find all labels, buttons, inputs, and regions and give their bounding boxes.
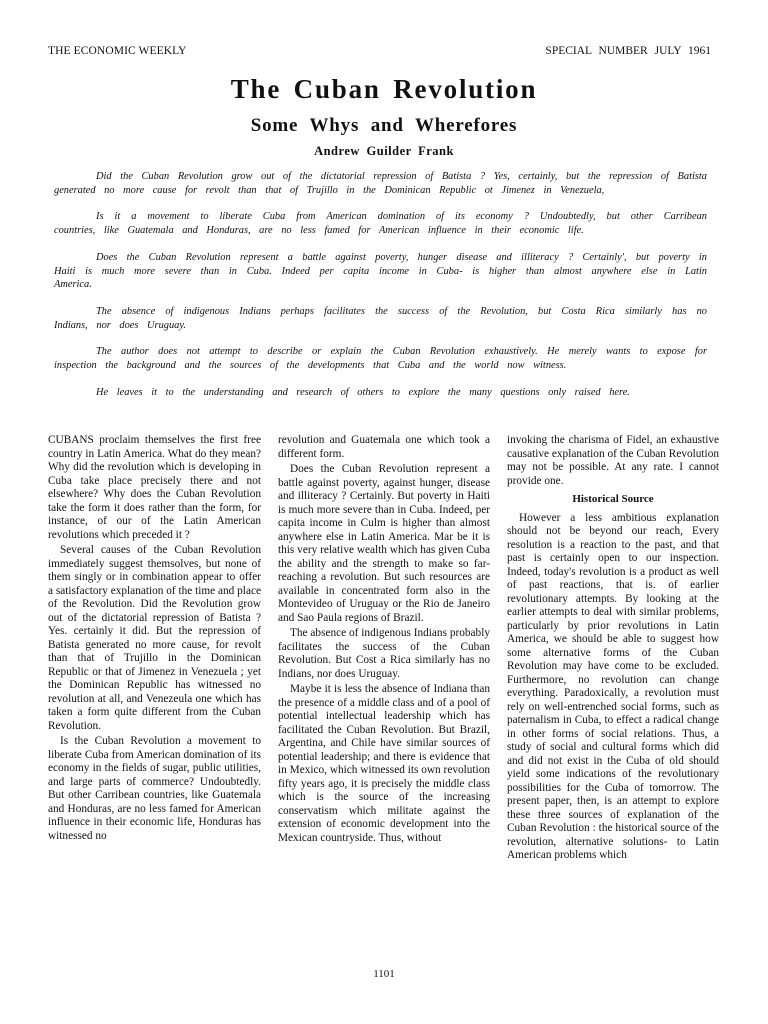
section-heading: Historical Source [572, 493, 654, 505]
intro-summary [54, 170, 707, 412]
article-author: Andrew Guilder Frank [314, 144, 454, 158]
intro-paragraph: Does the Cuban Revolution represent a battle against poverty, hunger disease and illiteracy ? Certainly', but poverty in Haiti is much more severe than in Cuba. Indeed per capita income in Cuba- is higher than almost anywhere else in Latin America. [54, 251, 707, 291]
body-column-1 [48, 434, 261, 845]
intro-paragraph: Did the Cuban Revolution grow out of the dictatorial repression of Batista ? Yes, certainly, but the repression of Batista generated no more cause for revolt than that of Trujillo in the Dominican Republic ot Jimenez in Venezuela, [54, 171, 707, 196]
body-paragraph: The absence of indigenous Indians probably facilitates the success of the Cuban Revolution. But Cost a Rica similarly has no Indians, nor does Uruguay. [278, 627, 490, 680]
running-header-publication: THE ECONOMIC WEEKLY [48, 45, 187, 57]
body-paragraph: revolution and Guatemala one which took a different form. [278, 434, 490, 460]
article-subtitle: Some Whys and Wherefores [250, 115, 518, 136]
running-header-issue: SPECIAL NUMBER JULY 1961 [545, 45, 711, 57]
intro-paragraph: The absence of indigenous Indians perhaps facilitates the success of the Revolution, but Costa Rica similarly has no Indians, nor does Uruguay. [54, 305, 707, 331]
page-number: 1101 [373, 968, 395, 980]
article-title: The Cuban Revolution [230, 74, 538, 104]
body-paragraph: However a less ambitious explanation should not be beyond our reach, Every resolution is a reaction to the past, and that past is certainly open to our inspection. Indeed, today's revolution is a product as well of past reactions, that is. of earlier revolutionary attempts. By looking at the earlier attempts to deal with similar problems, particularly by prior revolutions in Latin America, we should be able to suggest how some alternative forms of the Cuban Revolution may have come to be excluded. Furthermore, no revolution can change everything. Paradoxically, a revolution must rely on well-entrenched social forms, such as paternalism in Cuba, to effect a radical change in other forms of social relations. Thus, a study of social and cultural forms which did and did not exist in the Cuba of old should yield some indications of the revolutionary possibilities for the Cuba of tomorrow. The present paper, then, is an attempt to explore these three sources of explanation of the Cuban Revolution : the historical source of the revolution, alternative solutions- to Latin American problems which [507, 511, 719, 861]
intro-paragraph: The author does not attempt to describe or explain the Cuban Revolution exhaustively. He merely wants to expose for inspection the background and the sources of the developments that Cuba and the world now witness. [54, 346, 707, 372]
body-column-2 [278, 434, 490, 847]
body-column-3 [507, 434, 719, 865]
intro-paragraph: He leaves it to the understanding and research of others to explore the many questions only raised here. [96, 386, 630, 398]
body-paragraph: invoking the charisma of Fidel, an exhaustive causative explanation of the Cuban Revolution may not be possible. At any rate. I cannot provide one. [507, 434, 719, 487]
body-paragraph: Is the Cuban Revolution a movement to liberate Cuba from American domination of its economy in the fields of sugar, public utilities, and large parts of commerce? Undoubtedly. But other Carribean countries, like Guatemala and Honduras, are no less famed for American influence in their economic life, Honduras has witnessed no [48, 735, 261, 842]
body-paragraph: CUBANS proclaim themselves the first free country in Latin America. What do they mean? Why did the revolution which is developing in Cuba take place precisely there and not elsewhere? Why does the Cuban Revolution take the form it does rather than the form, for instance, of our of the Latin American revolutions which preceded it ? [48, 434, 261, 541]
intro-paragraph: Is it a movement to liberate Cuba from American domination of its economy ? Undoubtedly, but other Carribean countries, like Guatemala and Honduras, are no less famed for American influence in their economic life. [54, 211, 707, 237]
body-paragraph: Does the Cuban Revolution represent a battle against poverty, against hunger, disease and illiteracy ? Certainly. But poverty in Haiti is much more severe than in Cuba. Indeed, per capita income in Culm is higher than almost anywhere else in Latin America. Mar be it is this very relative wealth which has given Cuba the ability and the strength to make so far-reaching a revolution. But such resources are available in concentrated form also in the Montevideo of Uruguay or the Rio de Janeiro and Sao Paula regions of Brazil. [278, 463, 490, 624]
body-paragraph: Maybe it is less the absence of Indiana than the presence of a middle class and of a pool of potential intellectual leadership which has facilitated the Cuban Revolution. But Brazil, Argentina, and Chile have similar sources of potential leadership; and there is evidence that in Mexico, which witnessed its own revolution fifty years ago, it is precisely the middle class which is the source of the increasing conservatism which militate against the extension of economic development into the Mexican countryside. Thus, without [278, 683, 490, 844]
body-paragraph: Several causes of the Cuban Revolution immediately suggest themsolves, but none of them singly or in combination appear to offer a satisfactory explanation of the time and place of the Revolution. Did the Revolution grow out of the dictatorial repression of Batista ? Yes. certainly it did. But the repression of Batista generated no more cause, for revolt than that of Trujillo in the Dominican Republic or that of Jimenez in Venezuela ; yet the Dominican Republic has witnessed no revolution at all, and Venezeula one which has taken a form quite different from the Cuban Revolution. [48, 544, 261, 732]
